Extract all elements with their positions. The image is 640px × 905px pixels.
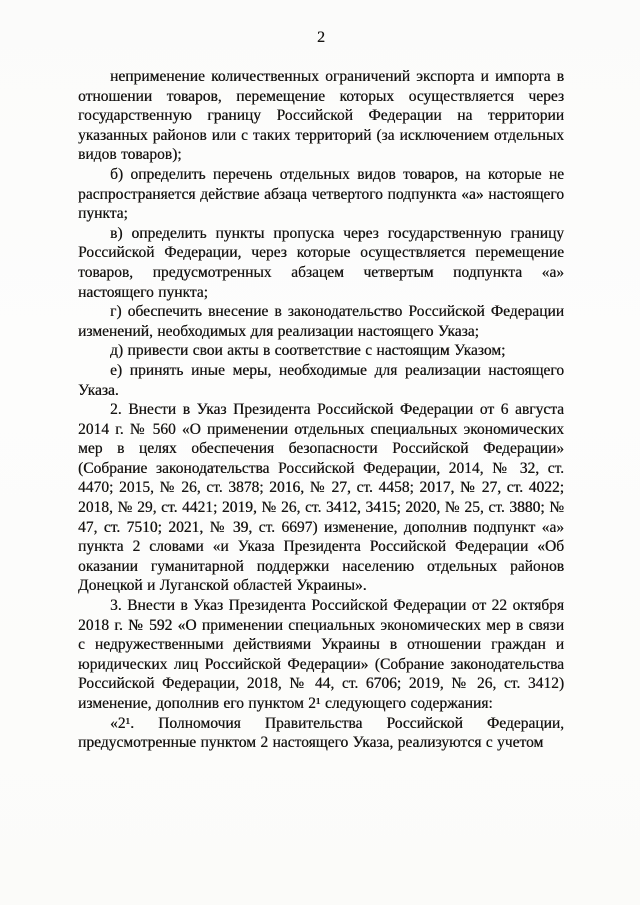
paragraph: в) определить пункты пропуска через государственную границу Российской Федерации, через которые осуществляется перемещение товаров, предусмотренных абзацем четвертым подпункта «а» настоящего пункта; xyxy=(78,224,564,301)
paragraph: б) определить перечень отдельных видов товаров, на которые не распространяется действие абзаца четвертого подпункта «а» настоящего пункта; xyxy=(78,165,564,223)
paragraph: 2. Внести в Указ Президента Российской Федерации от 6 августа 2014 г. № 560 «О применении отдельных специальных экономических мер в целях обеспечения безопасности Российской Федерации» (Собрание законодательства Российской Федерации, 2014, № 32, ст. 4470; 2015, № 26, ст. 3878; 2016, № 27, ст. 4458; 2017, № 27, ст. 4022; 2018, № 29, ст. 4421; 2019, № 26, ст. 3412, 3415; 2020, № 25, ст. 3880; № 47, ст. 7510; 2021, № 39, ст. 6697) изменение, дополнив подпункт «а» пункта 2 словами «и Указа Президента Российской Федерации «Об оказании гуманитарной поддержки населению отдельных районов Донецкой и Луганской областей Украины». xyxy=(78,401,564,595)
paragraph: неприменение количественных ограничений экспорта и импорта в отношении товаров, перемещение которых осуществляется через государственную границу Российской Федерации на территории указанных районов или с таких территорий (за исключением отдельных видов товаров); xyxy=(78,68,564,164)
paragraph: «2¹. Полномочия Правительства Российской Федерации, предусмотренные пунктом 2 настоящего Указа, реализуются с учетом xyxy=(78,714,564,752)
page-number: 2 xyxy=(317,29,325,46)
document-body xyxy=(78,67,564,753)
paragraph: г) обеспечить внесение в законодательство Российской Федерации изменений, необходимых для реализации настоящего Указа; xyxy=(78,303,564,340)
paragraph: 3. Внести в Указ Президента Российской Федерации от 22 октября 2018 г. № 592 «О применении специальных экономических мер в связи с недружественными действиями Украины в отношении граждан и юридических лиц Российской Федерации» (Собрание законодательства Российской Федерации, 2018, № 44, ст. 6706; 2019, № 26, ст. 3412) изменение, дополнив его пунктом 2¹ следующего содержания: xyxy=(78,597,564,712)
paragraph: е) принять иные меры, необходимые для реализации настоящего Указа. xyxy=(78,361,564,399)
paragraph: д) привести свои акты в соответствие с настоящим Указом; xyxy=(110,342,506,360)
